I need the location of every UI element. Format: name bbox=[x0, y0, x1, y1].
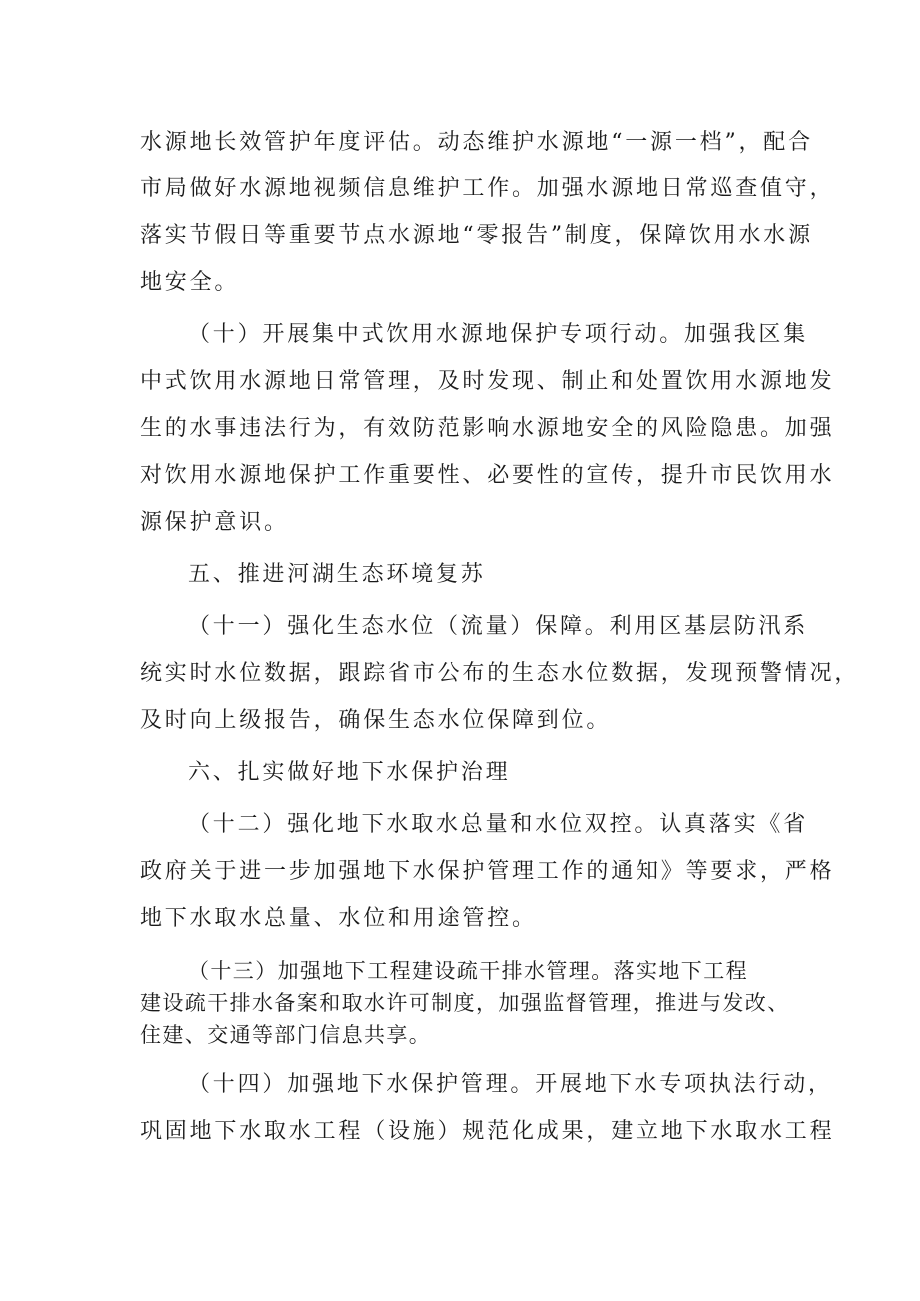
text-line: 水源地长效管护年度评估。动态维护水源地“一源一档”，配合 bbox=[140, 130, 813, 155]
text-line: 政府关于进一步加强地下水保护管理工作的通知》等要求，严格 bbox=[140, 859, 835, 884]
paragraph-heading-14: （十四）加强地下水保护管理。开展地下水专项执法行动， bbox=[188, 1072, 833, 1097]
text-line: 对饮用水源地保护工作重要性、必要性的宣传，提升市民饮用水 bbox=[140, 463, 835, 488]
text-line: 市局做好水源地视频信息维护工作。加强水源地日常巡查值守， bbox=[140, 176, 835, 201]
text-line: 统实时水位数据，跟踪省市公布的生态水位数据，发现预警情况， bbox=[140, 661, 860, 686]
text-line: 地安全。 bbox=[140, 270, 240, 295]
text-line: 生的水事违法行为，有效防范影响水源地安全的风险隐患。加强 bbox=[140, 416, 835, 441]
text-line: 源保护意识。 bbox=[140, 510, 289, 535]
text-line: 住建、交通等部门信息共享。 bbox=[140, 1023, 432, 1047]
paragraph-heading-11: （十一）强化生态水位（流量）保障。利用区基层防汛系 bbox=[188, 614, 809, 639]
text-line: 建设疏干排水备案和取水许可制度，加强监督管理，推进与发改、 bbox=[140, 991, 790, 1015]
text-line: 及时向上级报告，确保生态水位保障到位。 bbox=[140, 708, 612, 733]
paragraph-heading-13: （十三）加强地下工程建设疏干排水管理。落实地下工程 bbox=[188, 959, 748, 983]
text-line: 地下水取水总量、水位和用途管控。 bbox=[140, 906, 537, 931]
section-heading-5: 五、推进河湖生态环境复苏 bbox=[188, 562, 486, 587]
text-line: 落实节假日等重要节点水源地“零报告”制度，保障饮用水水源 bbox=[140, 223, 813, 248]
paragraph-heading-10: （十）开展集中式饮用水源地保护专项行动。加强我区集 bbox=[188, 322, 809, 347]
paragraph-heading-12: （十二）强化地下水取水总量和水位双控。认真落实《省 bbox=[188, 812, 809, 837]
section-heading-6: 六、扎实做好地下水保护治理 bbox=[188, 760, 511, 785]
text-line: 巩固地下水取水工程（设施）规范化成果，建立地下水取水工程 bbox=[140, 1119, 835, 1144]
text-line: 中式饮用水源地日常管理，及时发现、制止和处置饮用水源地发 bbox=[140, 369, 835, 394]
